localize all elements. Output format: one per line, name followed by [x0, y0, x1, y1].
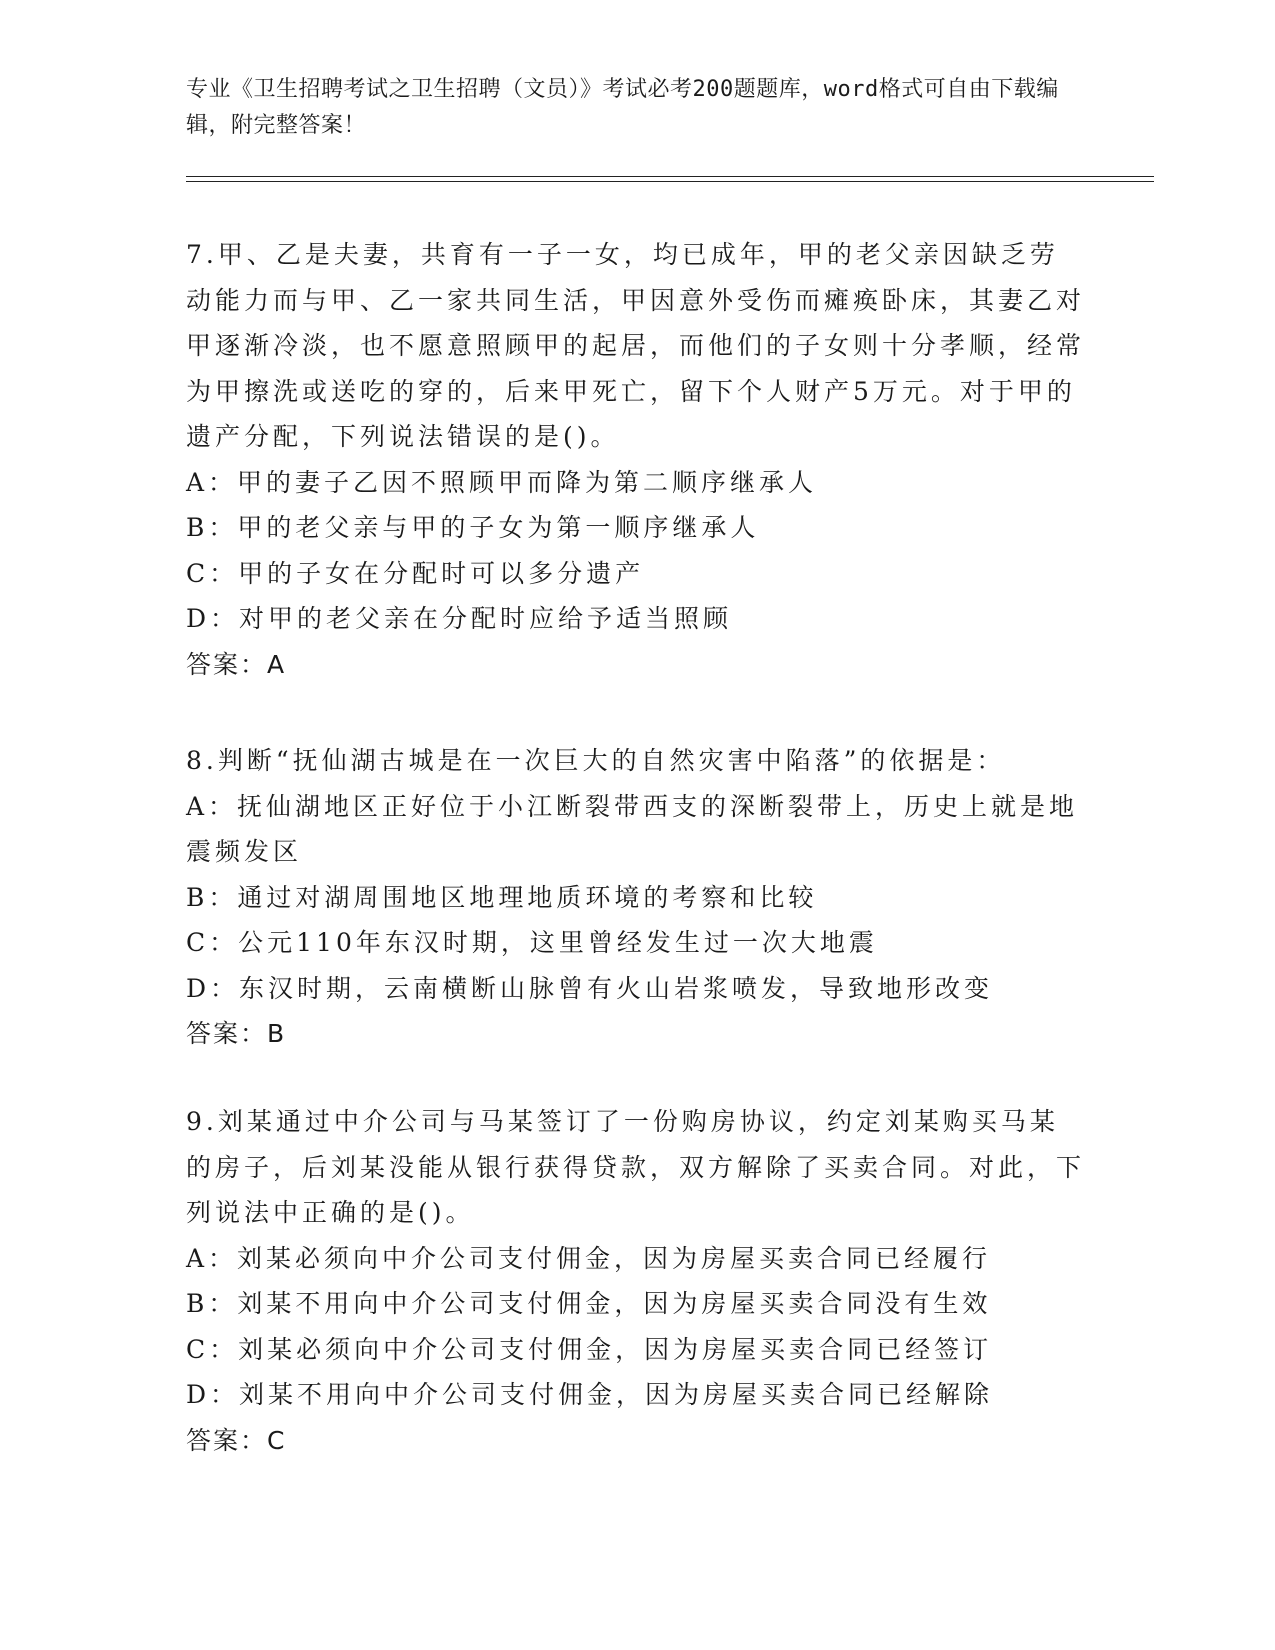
answer: 答案：C — [186, 1425, 287, 1455]
header-divider-top — [186, 176, 1154, 177]
option-a: A：抚仙湖地区正好位于小江断裂带西支的深断裂带上，历史上就是地震频发区 — [186, 791, 1079, 866]
option-b: B：通过对湖周围地区地理地质环境的考察和比较 — [186, 882, 818, 912]
document-header: 专业《卫生招聘考试之卫生招聘（文员）》考试必考200题题库，word格式可自由下载编辑，附完整答案！ — [186, 77, 1059, 138]
question-stem: 8.判断“抚仙湖古城是在一次巨大的自然灾害中陷落”的依据是： — [186, 746, 1006, 775]
question-8 — [186, 738, 1086, 1057]
option-d: D：东汉时期，云南横断山脉曾有火山岩浆喷发，导致地形改变 — [186, 973, 994, 1003]
question-stem: 9.刘某通过中介公司与马某签订了一份购房协议，约定刘某购买马某的房子，后刘某没能从银行获得贷款，双方解除了买卖合同。对此，下列说法中正确的是()。 — [186, 1107, 1086, 1227]
option-a: A：刘某必须向中介公司支付佣金，因为房屋买卖合同已经履行 — [186, 1243, 992, 1273]
question-7 — [186, 232, 1086, 687]
option-d: D：对甲的老父亲在分配时应给予适当照顾 — [186, 604, 733, 633]
option-c: C：刘某必须向中介公司支付佣金，因为房屋买卖合同已经签订 — [186, 1334, 993, 1364]
option-a: A：甲的妻子乙因不照顾甲而降为第二顺序继承人 — [186, 467, 818, 497]
question-9 — [186, 1099, 1086, 1463]
option-c: C：甲的子女在分配时可以多分遗产 — [186, 558, 645, 588]
option-b: B：甲的老父亲与甲的子女为第一顺序继承人 — [186, 513, 760, 542]
question-stem: 7.甲、乙是夫妻，共育有一子一女，均已成年，甲的老父亲因缺乏劳动能力而与甲、乙一家共同生活，甲因意外受伤而瘫痪卧床，其妻乙对甲逐渐冷淡，也不愿意照顾甲的起居，而他们的子女则十分孝顺，经常为甲擦洗或送吃的穿的，后来甲死亡，留下个人财产5万元。对于甲的遗产分配，下列说法错误的是()。 — [186, 240, 1086, 451]
header-divider-bottom — [186, 181, 1154, 182]
answer: 答案：A — [186, 649, 287, 679]
option-d: D：刘某不用向中介公司支付佣金，因为房屋买卖合同已经解除 — [186, 1380, 994, 1409]
answer: 答案：B — [186, 1019, 287, 1048]
option-b: B：刘某不用向中介公司支付佣金，因为房屋买卖合同没有生效 — [186, 1289, 992, 1318]
option-c: C：公元110年东汉时期，这里曾经发生过一次大地震 — [186, 928, 878, 957]
